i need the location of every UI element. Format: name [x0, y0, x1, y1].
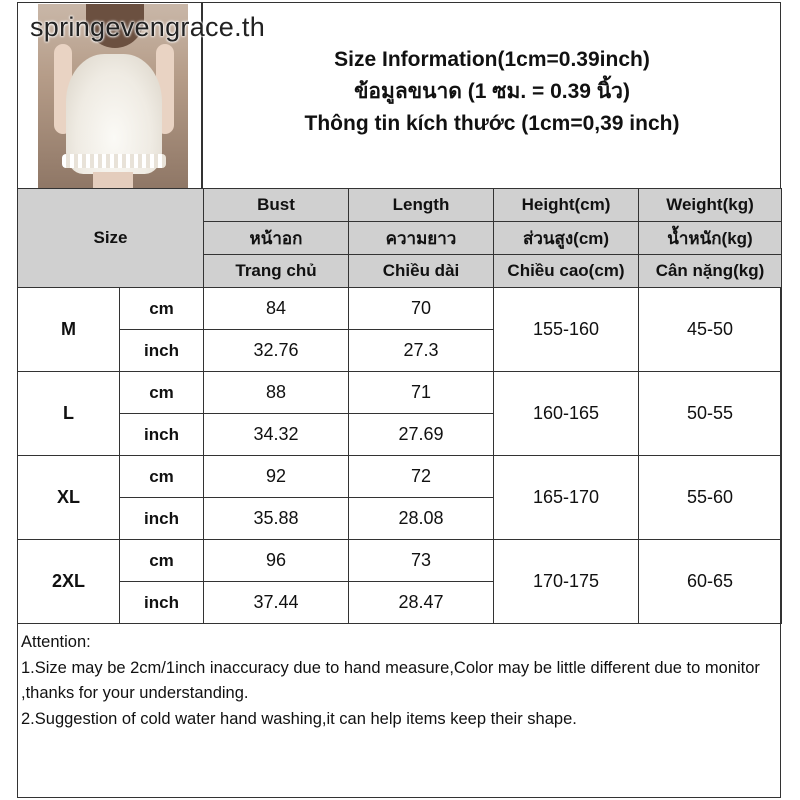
unit-label: inch: [120, 498, 204, 540]
length-inch: 28.08: [349, 498, 494, 540]
bust-inch: 32.76: [204, 330, 349, 372]
bust-cm: 88: [204, 372, 349, 414]
size-label: L: [18, 372, 120, 456]
length-cm: 73: [349, 540, 494, 582]
length-cm: 71: [349, 372, 494, 414]
header-bust: Bust: [204, 189, 349, 222]
weight-range: 50-55: [639, 372, 782, 456]
header-bust-vi: Trang chủ: [204, 255, 349, 288]
length-inch: 27.69: [349, 414, 494, 456]
height-range: 165-170: [494, 456, 639, 540]
height-range: 155-160: [494, 288, 639, 372]
attention-note-1: 1.Size may be 2cm/1inch inaccuracy due to hand measure,Color may be little different due to monitor ,thanks for your understanding.: [21, 658, 760, 702]
size-column-header: Size: [18, 189, 204, 288]
info-line-thai: ข้อมูลขนาด (1 ซม. = 0.39 นิ้ว): [354, 80, 630, 103]
table-row: [18, 288, 782, 330]
size-information: [203, 44, 781, 140]
header-weight-vi: Cân nặng(kg): [639, 255, 782, 288]
header-height: Height(cm): [494, 189, 639, 222]
unit-label: inch: [120, 582, 204, 624]
header-height-thai: ส่วนสูง(cm): [494, 222, 639, 255]
info-line-english: Size Information(1cm=0.39inch): [334, 48, 650, 71]
header-weight-thai: น้ำหนัก(kg): [639, 222, 782, 255]
info-line-vietnamese: Thông tin kích thước (1cm=0,39 inch): [304, 112, 680, 135]
bust-inch: 34.32: [204, 414, 349, 456]
table-row: [18, 540, 782, 582]
unit-label: inch: [120, 414, 204, 456]
bust-cm: 96: [204, 540, 349, 582]
header-length-vi: Chiều dài: [349, 255, 494, 288]
height-range: 170-175: [494, 540, 639, 624]
height-range: 160-165: [494, 372, 639, 456]
weight-range: 55-60: [639, 456, 782, 540]
header-height-vi: Chiều cao(cm): [494, 255, 639, 288]
table-row: [18, 456, 782, 498]
header-row: [18, 189, 782, 222]
length-inch: 27.3: [349, 330, 494, 372]
unit-label: cm: [120, 372, 204, 414]
unit-label: cm: [120, 288, 204, 330]
attention-title: Attention:: [21, 633, 91, 651]
attention-notes: [21, 630, 777, 732]
bust-cm: 92: [204, 456, 349, 498]
size-label: 2XL: [18, 540, 120, 624]
size-label: XL: [18, 456, 120, 540]
weight-range: 60-65: [639, 540, 782, 624]
length-cm: 70: [349, 288, 494, 330]
header-weight: Weight(kg): [639, 189, 782, 222]
shop-watermark: springevengrace.th: [30, 12, 266, 42]
header-bust-thai: หน้าอก: [204, 222, 349, 255]
unit-label: cm: [120, 456, 204, 498]
unit-label: cm: [120, 540, 204, 582]
unit-label: inch: [120, 330, 204, 372]
length-inch: 28.47: [349, 582, 494, 624]
attention-note-2: 2.Suggestion of cold water hand washing,it can help items keep their shape.: [21, 709, 577, 728]
table-row: [18, 372, 782, 414]
header-length-thai: ความยาว: [349, 222, 494, 255]
size-table: [17, 188, 782, 624]
weight-range: 45-50: [639, 288, 782, 372]
bust-cm: 84: [204, 288, 349, 330]
header-length: Length: [349, 189, 494, 222]
length-cm: 72: [349, 456, 494, 498]
bust-inch: 35.88: [204, 498, 349, 540]
bust-inch: 37.44: [204, 582, 349, 624]
size-label: M: [18, 288, 120, 372]
